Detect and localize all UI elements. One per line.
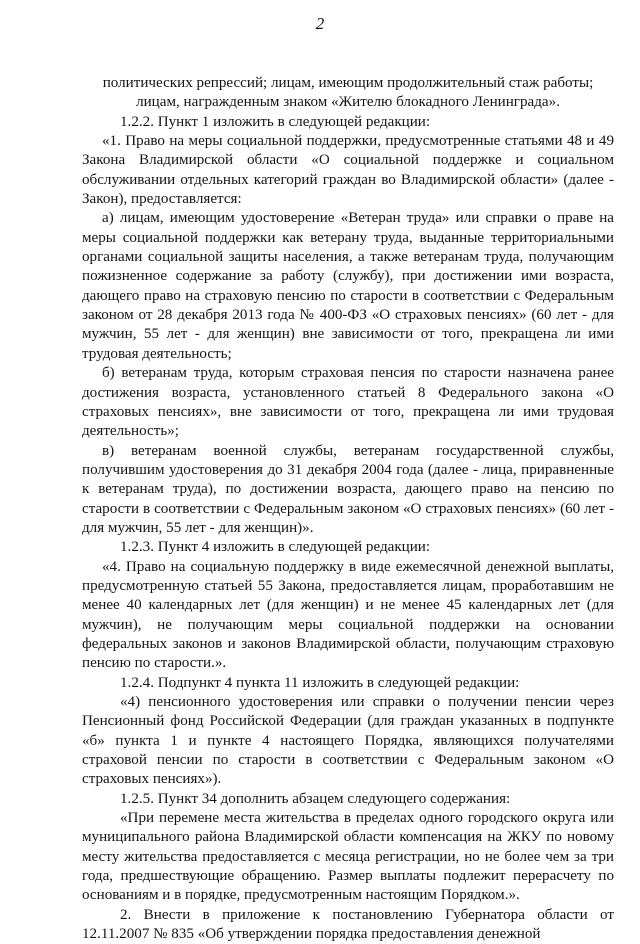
- document-body: [82, 74, 614, 944]
- paragraph-item-2: 2. Внести в приложение к постановлению Губернатора области от 12.11.2007 № 835 «Об утверждении порядка предоставления денежной: [82, 906, 614, 943]
- paragraph-intro: политических репрессий; лицам, имеющим продолжительный стаж работы; лицам, награжденным знаком «Жителю блокадного Ленинграда».: [102, 75, 594, 111]
- paragraph-subitem-4: «4) пенсионного удостоверения или справки о получении пенсии через Пенсионный фонд Российской Федерации (для граждан указанных в подпункте «б» пункта 1 и пункте 4 настоящего Порядка, являющихся получателями страховой пенсии по старости в соответствии с Федеральным законом «О страховых пенсиях»).: [82, 694, 614, 788]
- paragraph-item-4: «4. Право на социальную поддержку в виде ежемесячной денежной выплаты, предусмотренную статьей 55 Закона, предоставляется лицам, проработавшим не менее 40 календарных лет (для женщин) и не менее 45 календарных лет (для мужчин), не получающим меры социальной поддержки на основании федеральных законов и законов Владимирской области, получающим страховую пенсию по старости.».: [82, 558, 614, 672]
- paragraph-item-1: «1. Право на меры социальной поддержки, предусмотренные статьями 48 и 49 Закона Владимирской области «О социальной поддержке и социальном обслуживании отдельных категорий граждан во Владимирской области» (далее - Закон), предоставляется:: [82, 133, 614, 208]
- paragraph-subitem-a: а) лицам, имеющим удостоверение «Ветеран труда» или справки о праве на меры социальной поддержки как ветерану труда, выданные территориальными органами социальной защиты населения, а также ветеранам труда, получающим пожизненное содержание за работу (службу), при достижении ими возраста, дающего право на страховую пенсию по старости в соответствии с Федеральным законом от 28 декабря 2013 года № 400-ФЗ «О страховых пенсиях» (60 лет - для мужчин, 55 лет - для женщин) вне зависимости от того, прекращена ли ими трудовая деятельность;: [82, 210, 614, 362]
- paragraph-1-2-3-heading: 1.2.3. Пункт 4 изложить в следующей редакции:: [120, 539, 431, 556]
- page-number: 2: [315, 14, 325, 33]
- paragraph-item-34-addition: «При перемене места жительства в пределах одного городского округа или муниципального района Владимирской области компенсация на ЖКУ по новому месту жительства предоставляется с месяца регистрации, но не более чем за три года, предшествующие обращению. Размер выплаты подлежит перерасчету по основаниям и в порядке, предусмотренным настоящим Порядком.».: [82, 810, 614, 904]
- paragraph-1-2-4-heading: 1.2.4. Подпункт 4 пункта 11 изложить в следующей редакции:: [120, 674, 520, 691]
- paragraph-1-2-2-heading: 1.2.2. Пункт 1 изложить в следующей редакции:: [120, 113, 431, 130]
- paragraph-subitem-b: б) ветеранам труда, которым страховая пенсия по старости назначена ранее достижения возраста, установленного статьей 8 Федерального закона «О страховых пенсиях», вне зависимости от того, прекращена ли ими трудовая деятельность»;: [82, 365, 614, 440]
- paragraph-subitem-v: в) ветеранам военной службы, ветеранам государственной службы, получившим удостоверения до 31 декабря 2004 года (далее - лица, приравненные к ветеранам труда), по достижении возраста, дающего право на пенсию по старости в соответствии с Федеральным законом «О страховых пенсиях» (60 лет - для мужчин, 55 лет - для женщин)».: [82, 442, 614, 536]
- paragraph-1-2-5-heading: 1.2.5. Пункт 34 дополнить абзацем следующего содержания:: [120, 790, 511, 807]
